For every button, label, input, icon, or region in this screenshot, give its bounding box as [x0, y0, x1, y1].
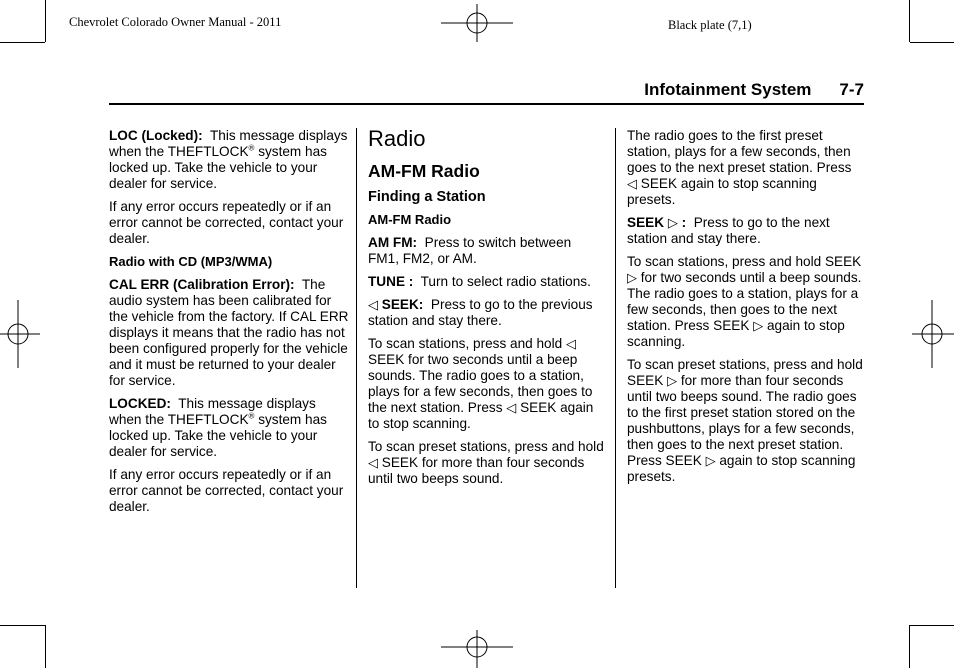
crop-mark: [909, 625, 910, 668]
paragraph: The radio goes to the first preset station, plays for a few seconds, then goes to the next preset station. Press ◁ SEEK again to stop scanning presets.: [627, 128, 852, 207]
seek-back-icon: ◁: [627, 176, 637, 191]
registration-mark-icon: [912, 300, 954, 368]
seek-forward-icon: ▷: [705, 453, 716, 468]
registered-mark: ®: [248, 411, 255, 421]
section-title: Infotainment System: [644, 80, 812, 99]
paragraph: ◁ SEEK: Press to go to the previous station and stay there.: [368, 297, 593, 328]
document-header-title: Chevrolet Colorado Owner Manual - 2011: [69, 15, 282, 29]
seek-back-icon: ◁: [506, 400, 517, 415]
topic-heading: Finding a Station: [368, 189, 486, 205]
running-head: [109, 80, 864, 100]
header-rule: [109, 103, 864, 105]
paragraph: SEEK ▷ : Press to go to the next station and stay there.: [627, 215, 830, 246]
seek-back-icon: ◁: [368, 297, 378, 312]
registration-mark-icon: [0, 300, 40, 368]
seek-forward-icon: ▷: [627, 270, 637, 285]
column-divider: [615, 128, 616, 588]
registration-mark-icon: [441, 4, 513, 42]
seek-forward-icon: ▷: [667, 373, 678, 388]
paragraph: To scan preset stations, press and hold SEEK ▷ for more than four seconds until two beeps sound. The radio goes to the first preset station stored on the pushbuttons, plays for a few seconds, then goes to the next preset station. Press SEEK ▷ again to stop scanning presets.: [627, 357, 863, 484]
column-middle: [368, 126, 604, 494]
subheading: AM-FM Radio: [368, 212, 452, 227]
crop-mark: [910, 625, 954, 626]
column-divider: [356, 128, 357, 588]
seek-forward-icon: ▷: [667, 215, 678, 230]
paragraph: To scan stations, press and hold ◁ SEEK for two seconds until a beep sounds. The radio goes to a station, plays for a few seconds, then goes to the next station. Press ◁ SEEK again to stop scanning.: [368, 336, 594, 431]
paragraph: LOC (Locked): This message displays when the THEFTLOCK® system has locked up. Take the vehicle to your dealer for service.: [109, 128, 348, 191]
plate-label: Black plate (7,1): [668, 18, 752, 32]
subsection-heading: AM-FM Radio: [368, 161, 480, 181]
registered-mark: ®: [248, 143, 255, 153]
crop-mark: [909, 0, 910, 42]
seek-back-icon: ◁: [565, 336, 576, 351]
paragraph: LOCKED: This message displays when the THEFTLOCK® system has locked up. Take the vehicle to your dealer for service.: [109, 396, 327, 459]
paragraph: To scan preset stations, press and hold ◁ SEEK for more than four seconds until two beeps sound.: [368, 439, 604, 486]
crop-mark: [45, 625, 46, 668]
column-right: [627, 128, 864, 492]
page-number: 7-7: [839, 80, 864, 99]
seek-back-icon: ◁: [368, 455, 378, 470]
column-left: [109, 128, 349, 522]
crop-mark: [0, 625, 45, 626]
crop-mark: [910, 42, 954, 43]
crop-mark: [0, 42, 45, 43]
paragraph: TUNE : Turn to select radio stations.: [368, 274, 591, 289]
paragraph: To scan stations, press and hold SEEK ▷ for two seconds until a beep sounds. The radio goes to a station, plays for a few seconds, then goes to the next station. Press SEEK ▷ again to stop scanning.: [627, 254, 862, 349]
crop-mark: [45, 0, 46, 42]
paragraph: CAL ERR (Calibration Error): The audio system has been calibrated for the vehicle from the factory. If CAL ERR displays it means that the radio has not been configured properly for the vehicle and it must be returned to your dealer for service.: [109, 277, 349, 388]
paragraph: AM FM: Press to switch between FM1, FM2, or AM.: [368, 235, 572, 266]
registration-mark-icon: [441, 630, 513, 668]
seek-forward-icon: ▷: [753, 318, 764, 333]
paragraph: If any error occurs repeatedly or if an error cannot be corrected, contact your dealer.: [109, 467, 344, 514]
subheading: Radio with CD (MP3/WMA): [109, 254, 273, 269]
section-heading: Radio: [368, 126, 426, 151]
paragraph: If any error occurs repeatedly or if an error cannot be corrected, contact your dealer.: [109, 199, 344, 246]
